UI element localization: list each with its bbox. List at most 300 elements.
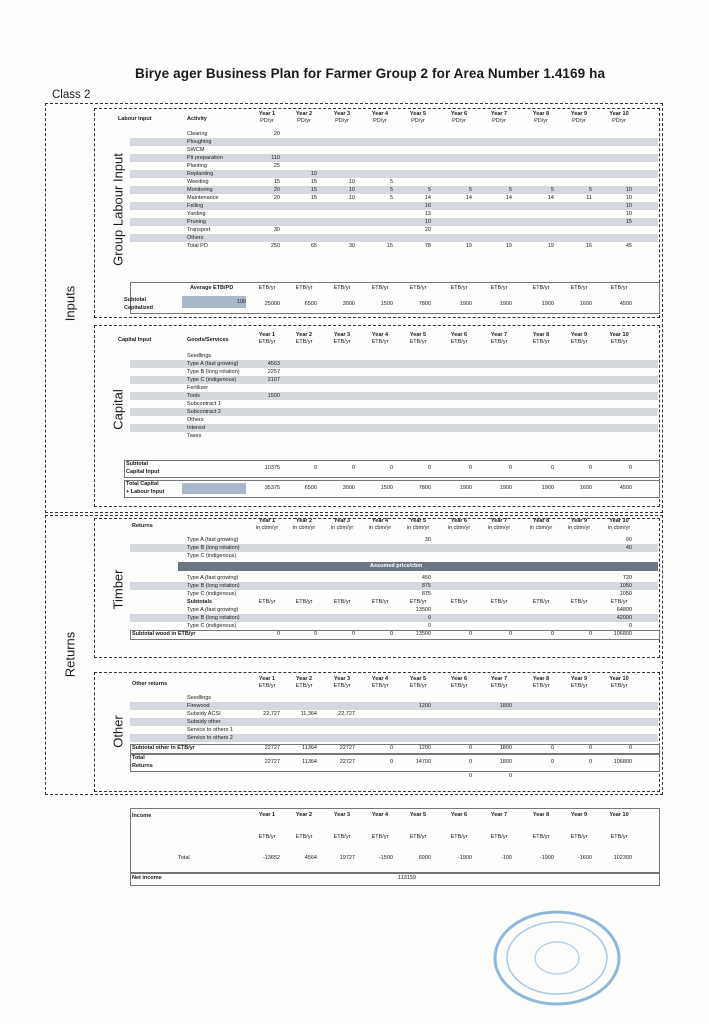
other-total-value: 14700 [415, 759, 431, 765]
timber-price-value: 1050 [619, 591, 632, 597]
etb-unit-header: ETB/yr [295, 285, 313, 291]
income-total-value: -100 [500, 855, 512, 861]
labour-activity-value: 10 [348, 195, 355, 201]
unit-header: ETB/yr [450, 339, 468, 345]
year-header: Year 7 [490, 518, 508, 524]
unit-header: ETB/yr [258, 339, 276, 345]
timber-revenue-value: 64800 [616, 607, 632, 613]
labour-activity-value: 10 [348, 179, 355, 185]
timber-etb-header: ETB/yr [258, 599, 276, 605]
income-total-value: -1900 [457, 855, 472, 861]
unit-header: PD/yr [572, 118, 586, 124]
unit-header: ETB/yr [371, 339, 389, 345]
etb-unit-header: ETB/yr [450, 285, 468, 291]
column-label: Labour Input [118, 116, 152, 122]
unit-header: PD/yr [411, 118, 425, 124]
labour-subtotal-value: 1900 [459, 301, 472, 307]
other-total-value: 22727 [339, 759, 355, 765]
timber-subtotal-value: 0 [389, 631, 393, 637]
capital-total-value: 6500 [304, 485, 317, 491]
capital-item-value: 2257 [267, 369, 280, 375]
year-header: Year 7 [490, 332, 508, 338]
income-year-header: Year 9 [570, 812, 588, 818]
other-section [130, 674, 658, 804]
income-unit-header: ETB/yr [258, 834, 276, 840]
year-header: Year 1 [258, 676, 276, 682]
timber-subtotal-value: 0 [588, 631, 592, 637]
labour-subtotal-value: 6500 [304, 301, 317, 307]
capital-total-box-fill [182, 483, 246, 494]
income-year-header: Year 7 [490, 812, 508, 818]
labour-activity-value: 10 [625, 195, 632, 201]
unit-header: PD/yr [297, 118, 311, 124]
labour-activity-name: Transport [187, 227, 211, 233]
labour-activity-name: Maintenance [187, 195, 219, 201]
timber-etb-header: ETB/yr [490, 599, 508, 605]
capital-item-name: Subcontract 2 [187, 409, 221, 415]
year-header: Year 4 [371, 676, 389, 682]
labour-activity-row [130, 178, 658, 186]
inputs-label: Inputs [62, 285, 78, 322]
unit-header: PD/yr [335, 118, 349, 124]
labour-activity-row [130, 162, 658, 170]
timber-subtotal-value: 106800 [613, 631, 632, 637]
other-subtotal-label: Subtotal other in ETB/yr [132, 745, 195, 751]
labour-subtotal-value: 1900 [541, 301, 554, 307]
labour-activity-name: SWCM [187, 147, 205, 153]
other-item-value: 1800 [499, 703, 512, 709]
labour-activity-value: 11 [586, 195, 592, 201]
income-unit-header: ETB/yr [450, 834, 468, 840]
other-subtotal-value: 1200 [418, 745, 431, 751]
other-subtotal-value: 0 [389, 745, 393, 751]
other-total-value: 0 [550, 759, 554, 765]
capital-item-name: Others [187, 417, 204, 423]
income-unit-header: ETB/yr [333, 834, 351, 840]
other-total-value: 1800 [499, 759, 512, 765]
labour-activity-value: 10 [310, 171, 317, 177]
capital-subtotal-value: 0 [628, 465, 632, 471]
unit-header: in cbm/yr [567, 525, 591, 531]
timber-volume-value: 90 [625, 537, 632, 543]
labour-subtotal-value: 4500 [619, 301, 632, 307]
other-subtotal-value: 0 [628, 745, 632, 751]
other-item-value: 1200 [418, 703, 431, 709]
column-label: Other returns [132, 681, 168, 687]
timber-volume-value: 30 [424, 537, 431, 543]
other-item-name: Seedlings [187, 695, 212, 701]
capital-item-name: Interest [187, 425, 206, 431]
labour-activity-value: 10 [348, 187, 355, 193]
capital-subtotal-value: 0 [588, 465, 592, 471]
labour-activity-value: 5 [468, 187, 472, 193]
labour-capitalized-label: Capitalized [124, 305, 154, 311]
income-unit-header: ETB/yr [371, 834, 389, 840]
timber-volume-name: Type C (indigenous) [187, 553, 237, 559]
capital-item-name: Fertilizer [187, 385, 209, 391]
timber-etb-header: ETB/yr [409, 599, 427, 605]
labour-activity-value: 16 [585, 243, 592, 249]
capital-total-value: 1900 [459, 485, 472, 491]
timber-revenue-name: Type C (indigenous) [187, 623, 237, 629]
income-year-header: Year 8 [532, 812, 550, 818]
labour-activity-value: 5 [550, 187, 554, 193]
unit-header: ETB/yr [570, 339, 588, 345]
income-total-value: -13652 [262, 855, 280, 861]
capital-item-name: Type A (fast growing) [187, 361, 239, 367]
other-item-name: Service to others 2 [187, 735, 233, 741]
timber-volume-value: 40 [625, 545, 632, 551]
capital-item-name: Type C (indigenous) [187, 377, 237, 383]
timber-etb-header: ETB/yr [450, 599, 468, 605]
capital-subtotal-value: 0 [313, 465, 317, 471]
other-total-value: 106800 [613, 759, 632, 765]
other-total-label: Total [132, 755, 145, 761]
year-header: Year 2 [295, 518, 313, 524]
capital-item-value: 4563 [267, 361, 280, 367]
other-item-name: Service to others 1 [187, 727, 233, 733]
unit-header: ETB/yr [409, 339, 427, 345]
other-item-value: 11,364 [300, 711, 317, 717]
labour-subtotal-value: 1500 [380, 301, 393, 307]
timber-subtotal-value: 0 [468, 631, 472, 637]
year-header: Year 2 [295, 676, 313, 682]
year-header: Year 10 [609, 518, 629, 524]
labour-activity-value: 25 [273, 163, 280, 169]
timber-subtotal-value: 13500 [415, 631, 431, 637]
income-total-label: Total [178, 855, 190, 861]
year-header: Year 4 [371, 518, 389, 524]
capital-total-label: Total Capital [126, 481, 159, 487]
etb-unit-header: ETB/yr [532, 285, 550, 291]
labour-activity-name: Felling [187, 203, 204, 209]
unit-header: PD/yr [260, 118, 274, 124]
year-header: Year 6 [450, 332, 468, 338]
labour-activity-value: 19 [465, 243, 472, 249]
etb-unit-header: ETB/yr [610, 285, 628, 291]
timber-etb-header: ETB/yr [295, 599, 313, 605]
unit-header: in cbm/yr [330, 525, 354, 531]
other-subtotal-value: 22727 [264, 745, 280, 751]
etb-unit-header: ETB/yr [409, 285, 427, 291]
column-label: Capital Input [118, 337, 152, 343]
unit-header: in cbm/yr [447, 525, 471, 531]
income-year-header: Year 1 [258, 812, 276, 818]
capital-subtotal-value: 0 [508, 465, 512, 471]
capital-subtotal-value: 10375 [264, 465, 280, 471]
income-unit-header: ETB/yr [532, 834, 550, 840]
avg-etb-value: 100 [236, 299, 246, 305]
year-header: Year 2 [295, 111, 313, 117]
labour-activity-value: 10 [424, 219, 431, 225]
income-year-header: Year 6 [450, 812, 468, 818]
timber-volume-name: Type B (long rotation) [187, 545, 240, 551]
timber-subtotal-value: 0 [351, 631, 355, 637]
labour-activity-value: 20 [424, 227, 431, 233]
labour-subtotal-value: 1900 [499, 301, 512, 307]
timber-revenue-name: Type A (fast growing) [187, 607, 239, 613]
column-label: Activity [187, 116, 207, 122]
timber-subtotal-value: 0 [550, 631, 554, 637]
capital-total-value: 3000 [342, 485, 355, 491]
unit-header: ETB/yr [333, 683, 351, 689]
etb-unit-header: ETB/yr [333, 285, 351, 291]
capital-subtotal-value: 0 [351, 465, 355, 471]
year-header: Year 9 [570, 518, 588, 524]
timber-etb-header: ETB/yr [570, 599, 588, 605]
timber-subtotals-label: Subtotals [187, 599, 213, 605]
income-total-value: 102300 [613, 855, 632, 861]
capital-item-row [130, 424, 658, 432]
labour-subtotal-value: 7800 [418, 301, 431, 307]
avg-etb-label: Average ETB/PD [190, 285, 234, 291]
labour-activity-value: 5 [508, 187, 512, 193]
capital-total-value: 1600 [579, 485, 592, 491]
capital-item-name: Seedlings [187, 353, 212, 359]
labour-activity-value: 20 [273, 187, 280, 193]
capital-total-label2: + Labour Input [126, 489, 165, 495]
labour-activity-value: 15 [273, 179, 280, 185]
capital-item-row [130, 416, 658, 424]
labour-activity-row [130, 146, 658, 154]
timber-etb-header: ETB/yr [371, 599, 389, 605]
income-total-value: 19727 [339, 855, 355, 861]
other-item-name: Subsidy other [187, 719, 221, 725]
timber-price-value: 875 [421, 591, 431, 597]
labour-subtotal-label: Subtotal [124, 297, 146, 303]
labour-activity-name: Ploughing [187, 139, 212, 145]
other-subtotal-value: 0 [550, 745, 554, 751]
column-label: Returns [132, 523, 153, 529]
other-total-value: 0 [389, 759, 393, 765]
income-total-value: -1900 [539, 855, 554, 861]
income-year-header: Year 3 [333, 812, 351, 818]
labour-activity-name: Others [187, 235, 204, 241]
other-total-value: 22727 [264, 759, 280, 765]
income-unit-header: ETB/yr [610, 834, 628, 840]
labour-activity-value: 5 [389, 179, 393, 185]
year-header: Year 6 [450, 676, 468, 682]
returns-label: Returns [62, 631, 78, 678]
labour-activity-value: 14 [505, 195, 512, 201]
capital-subtotal-value: 0 [389, 465, 393, 471]
capital-total-value: 35375 [264, 485, 280, 491]
timber-revenue-value: 0 [427, 615, 431, 621]
labour-activity-value: 250 [270, 243, 280, 249]
timber-subtotal-label: Subtotal wood in ETB/yr [132, 631, 196, 637]
group-labour-label: Group Labour Input [110, 153, 126, 266]
income-year-header: Year 5 [409, 812, 427, 818]
labour-activity-value: 14 [547, 195, 554, 201]
other-subtotal-value: 0 [468, 745, 472, 751]
year-header: Year 3 [333, 676, 351, 682]
labour-activity-name: Weeding [187, 179, 209, 185]
income-total-value: 4564 [304, 855, 317, 861]
year-header: Year 3 [333, 518, 351, 524]
capital-item-name: Taxes [187, 433, 202, 439]
labour-activity-name: Pit preparation [187, 155, 223, 161]
unit-header: in cbm/yr [487, 525, 511, 531]
timber-subtotal-value: 0 [313, 631, 317, 637]
capital-subtotal-value: 0 [468, 465, 472, 471]
labour-activity-name: Yarding [187, 211, 206, 217]
year-header: Year 10 [609, 332, 629, 338]
year-header: Year 6 [450, 518, 468, 524]
labour-activity-value: 15 [625, 219, 632, 225]
unit-header: PD/yr [492, 118, 506, 124]
labour-activity-value: 5 [588, 187, 592, 193]
net-income-value: 113159 [398, 875, 416, 881]
other-subtotal-value: 11364 [302, 745, 317, 751]
labour-activity-value: 30 [273, 227, 280, 233]
capital-item-row [130, 392, 658, 400]
labour-activity-value: 14 [424, 195, 431, 201]
capital-total-value: 1900 [541, 485, 554, 491]
capital-section [118, 330, 658, 500]
labour-activity-name: Planting [187, 163, 207, 169]
unit-header: ETB/yr [570, 683, 588, 689]
unit-header: ETB/yr [490, 339, 508, 345]
unit-header: in cbm/yr [368, 525, 392, 531]
other-item-value: 22,727 [263, 711, 280, 717]
timber-revenue-value: 13500 [415, 607, 431, 613]
capital-item-name: Subcontract 1 [187, 401, 221, 407]
labour-activity-value: 13 [424, 211, 431, 217]
timber-revenue-value: 0 [427, 623, 431, 629]
year-header: Year 4 [371, 111, 389, 117]
labour-activity-value: 15 [310, 195, 317, 201]
official-stamp [482, 900, 632, 1010]
capital-subtotal-label2: Capital Input [126, 469, 160, 475]
income-year-header: Year 4 [371, 812, 389, 818]
year-header: Year 5 [409, 676, 427, 682]
labour-activity-value: 5 [389, 195, 393, 201]
capital-item-value: 1500 [267, 393, 280, 399]
unit-header: ETB/yr [371, 683, 389, 689]
labour-activity-value: 5 [427, 187, 431, 193]
unit-header: ETB/yr [295, 339, 313, 345]
timber-subtotal-value: 0 [276, 631, 280, 637]
timber-price-value: 720 [622, 575, 632, 581]
labour-activity-value: 10 [625, 187, 632, 193]
other-total-label2: Returns [132, 763, 153, 769]
labour-activity-value: 5 [389, 187, 393, 193]
capital-total-value: 1500 [380, 485, 393, 491]
income-unit-header: ETB/yr [490, 834, 508, 840]
unit-header: ETB/yr [610, 683, 628, 689]
labour-activity-name: Clearing [187, 131, 208, 137]
timber-etb-header: ETB/yr [532, 599, 550, 605]
capital-subtotal-value: 0 [550, 465, 554, 471]
timber-price-name: Type B (long rotation) [187, 583, 240, 589]
labour-activity-row [130, 210, 658, 218]
income-unit-header: ETB/yr [570, 834, 588, 840]
capital-total-value: 1900 [499, 485, 512, 491]
timber-revenue-value: 0 [628, 623, 632, 629]
year-header: Year 10 [609, 676, 629, 682]
column-label: Goods/Services [187, 337, 229, 343]
income-year-header: Year 10 [609, 812, 629, 818]
labour-activity-value: 10 [625, 203, 632, 209]
year-header: Year 4 [371, 332, 389, 338]
unit-header: in cbm/yr [255, 525, 279, 531]
other-label: Other [110, 715, 126, 748]
unit-header: ETB/yr [258, 683, 276, 689]
timber-price-value: 450 [421, 575, 431, 581]
timber-section [130, 516, 658, 656]
other-extra-value: 0 [508, 773, 512, 779]
timber-etb-header: ETB/yr [333, 599, 351, 605]
class-label: Class 2 [52, 89, 91, 101]
labour-activity-value: 19 [547, 243, 554, 249]
unit-header: ETB/yr [610, 339, 628, 345]
capital-total-value: 4500 [619, 485, 632, 491]
labour-subtotal-value: 25000 [264, 301, 280, 307]
year-header: Year 8 [532, 332, 550, 338]
labour-activity-value: 10 [625, 211, 632, 217]
year-header: Year 1 [258, 332, 276, 338]
unit-header: ETB/yr [295, 683, 313, 689]
year-header: Year 8 [532, 676, 550, 682]
other-subtotal-value: 1800 [499, 745, 512, 751]
timber-price-value: 1050 [619, 583, 632, 589]
labour-activity-value: 15 [386, 243, 393, 249]
labour-activity-value: 45 [625, 243, 632, 249]
labour-activity-name: Replanting [187, 171, 214, 177]
year-header: Year 1 [258, 111, 276, 117]
unit-header: ETB/yr [333, 339, 351, 345]
labour-activity-row [130, 130, 658, 138]
price-band-label: Assumed price/cbm [370, 563, 423, 569]
unit-header: in cbm/yr [529, 525, 553, 531]
income-total-value: 6900 [418, 855, 431, 861]
timber-price-value: 875 [421, 583, 431, 589]
other-item-name: Firewood [187, 703, 210, 709]
year-header: Year 5 [409, 332, 427, 338]
year-header: Year 7 [490, 676, 508, 682]
year-header: Year 9 [570, 332, 588, 338]
income-total-value: -1600 [577, 855, 592, 861]
other-item-value: 22,727 [338, 711, 355, 717]
capital-item-row [130, 432, 658, 440]
year-header: Year 3 [333, 332, 351, 338]
year-header: Year 3 [333, 111, 351, 117]
labour-subtotal-value: 3000 [342, 301, 355, 307]
unit-header: ETB/yr [532, 683, 550, 689]
year-header: Year 5 [409, 518, 427, 524]
timber-revenue-name: Type B (long rotation) [187, 615, 240, 621]
year-header: Year 8 [532, 518, 550, 524]
unit-header: ETB/yr [532, 339, 550, 345]
unit-header: in cbm/yr [406, 525, 430, 531]
year-header: Year 10 [609, 111, 629, 117]
unit-header: ETB/yr [490, 683, 508, 689]
labour-activity-value: 78 [424, 243, 431, 249]
labour-activity-name: Pruning [187, 219, 206, 225]
timber-subtotal-value: 0 [508, 631, 512, 637]
unit-header: PD/yr [373, 118, 387, 124]
labour-activity-row [130, 218, 658, 226]
labour-activity-value: 30 [348, 243, 355, 249]
income-label: Income [132, 813, 152, 819]
capital-total-value: 7800 [418, 485, 431, 491]
unit-header: ETB/yr [409, 683, 427, 689]
income-unit-header: ETB/yr [295, 834, 313, 840]
year-header: Year 8 [532, 111, 550, 117]
timber-label: Timber [110, 569, 126, 610]
capital-label: Capital [110, 389, 126, 430]
labour-activity-value: 19 [505, 243, 512, 249]
